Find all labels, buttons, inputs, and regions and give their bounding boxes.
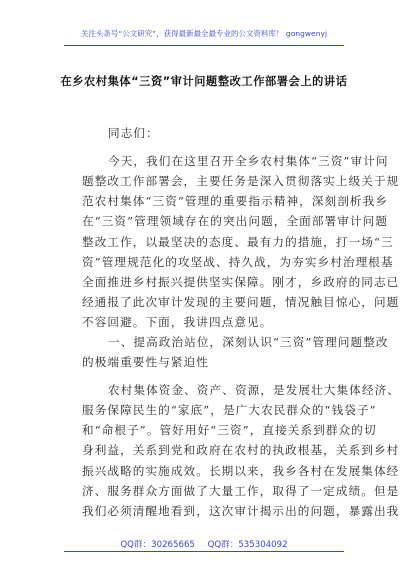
- paragraph-line: 不容回避。下面，我讲四点意见。: [82, 315, 273, 329]
- paragraph-line: 范农村集体“三资”管理的重要指示精神，深刻剖析我乡: [82, 194, 389, 208]
- header-divider: [64, 45, 344, 46]
- paragraph-line: 在“三资”管理领域存在的突出问题，全面部署审计问题: [82, 214, 389, 228]
- paragraph-line: 济、服务群众方面做了大量工作，取得了一定成绩。但是: [82, 484, 400, 498]
- paragraph-line: 和“命根子”。管好用好“三资”，直接关系到群众的切: [82, 423, 377, 437]
- document-title: 在乡农村集体“三资”审计问题整改工作部署会上的讲话: [60, 75, 348, 88]
- qq-group-1: QQ群：30265665: [120, 540, 195, 550]
- qq-group-2: QQ群：535304092: [207, 540, 288, 550]
- section-heading-line: 的极端重要性与紧迫性: [82, 355, 209, 369]
- paragraph-line: 服务保障民生的“家底”，是广大农民群众的“钱袋子”: [82, 403, 377, 417]
- salutation-line: 同志们：: [108, 126, 159, 140]
- paragraph-line: 农村集体资金、资产、资源，是发展壮大集体经济、: [108, 383, 400, 397]
- header-note: 关注头条号“公文研究”，获得最新最全最专业的公文资料库！ gongwenyj: [80, 29, 328, 38]
- footer-divider: [64, 551, 344, 552]
- footer-contacts: [0, 538, 408, 550]
- paragraph-line: 资”管理规范化的攻坚战、持久战，为夯实乡村治理根基: [82, 255, 394, 269]
- paragraph-line: 全面推进乡村振兴提供坚实保障。刚才，乡政府的同志已: [82, 275, 400, 289]
- paragraph-line: 身利益，关系到党和政府在农村的执政根基，关系到乡村: [82, 443, 400, 457]
- paragraph-line: 我们必须清醒地看到，这次审计揭示出的问题，暴露出我: [82, 504, 400, 518]
- section-heading-line: 一、提高政治站位，深刻认识“三资”管理问题整改: [108, 335, 389, 349]
- paragraph-line: 今天，我们在这里召开全乡农村集体“三资”审计问: [108, 154, 389, 168]
- paragraph-line: 经通报了此次审计发现的主要问题，情况触目惊心，问题: [82, 295, 400, 309]
- paragraph-line: 振兴战略的实施成效。长期以来，我乡各村在发展集体经: [82, 464, 400, 478]
- paragraph-line: 题整改工作部署会，主要任务是深入贯彻落实上级关于规: [82, 174, 400, 188]
- paragraph-line: 整改工作，以最坚决的态度、最有力的措施，打一场“三: [82, 235, 394, 249]
